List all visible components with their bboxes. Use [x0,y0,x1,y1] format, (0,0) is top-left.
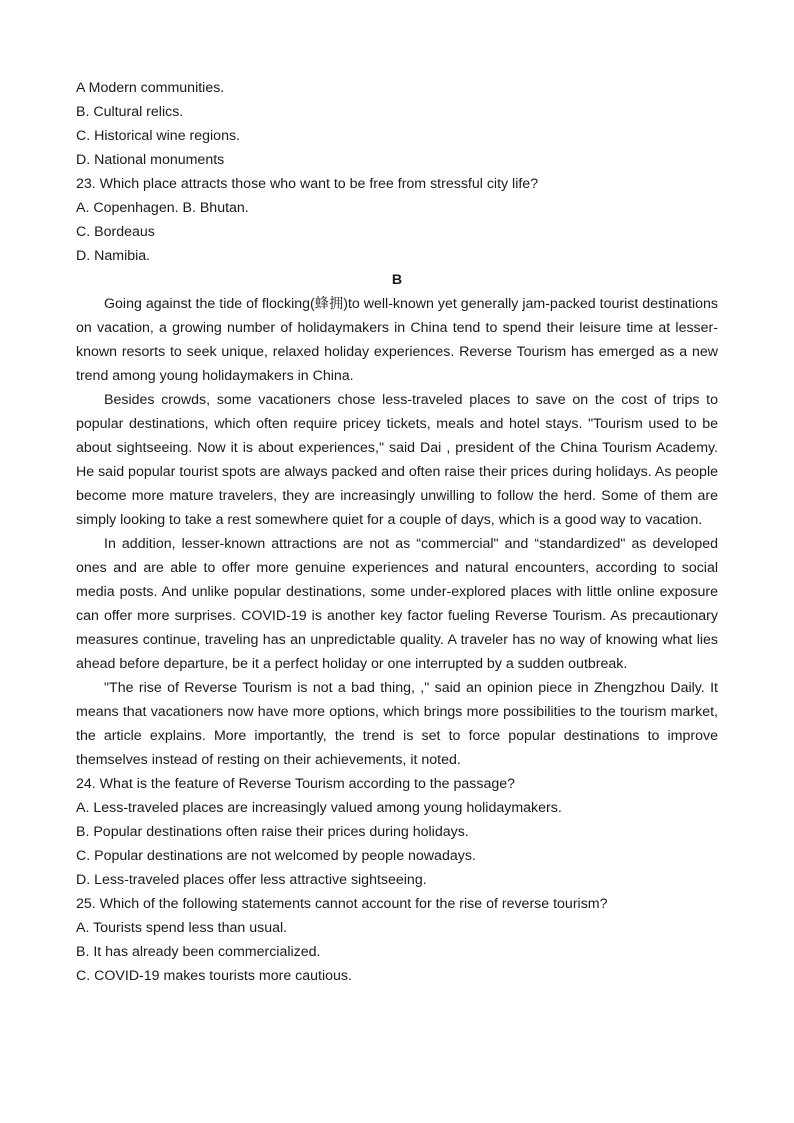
passage-paragraph-3: In addition, lesser-known attractions are not as “commercial" and “standardized" as developed ones and are able to offer more genuine experiences and natural encounters, according to social media posts. And unlike popular destinations, some under-explored places with little online exposure can offer more surprises. COVID-19 is another key factor fueling Reverse Tourism. As precautionary measures continue, traveling has an unpredictable quality. A traveler has no way of knowing what lies ahead before departure, be it a perfect holiday or one interrupted by a sudden outbreak. [76,536,718,672]
q23-option-ab: A. Copenhagen. B. Bhutan. [76,200,249,216]
q24-option-b: B. Popular destinations often raise their prices during holidays. [76,824,469,840]
q25-question: 25. Which of the following statements cannot account for the rise of reverse tourism? [76,896,608,912]
q25-option-b: B. It has already been commercialized. [76,944,321,960]
q24-option-c: C. Popular destinations are not welcomed by people nowadays. [76,848,476,864]
q24-option-d: D. Less-traveled places offer less attractive sightseeing. [76,872,427,888]
q23-option-d: D. Namibia. [76,248,151,264]
q22-option-a: A Modern communities. [76,80,225,96]
q22-option-d: D. National monuments [76,152,225,168]
q23-option-c: C. Bordeaus [76,224,155,240]
passage-paragraph-1: Going against the tide of flocking(蜂拥)to well-known yet generally jam-packed tourist destinations on vacation, a growing number of holidaymakers in China tend to spend their leisure time at lesser-known resorts to seek unique, relaxed holiday experiences. Reverse Tourism has emerged as a new trend among young holidaymakers in China. [76,296,718,384]
exam-page [76,76,718,988]
q22-option-b: B. Cultural relics. [76,104,184,120]
q24-question: 24. What is the feature of Reverse Tourism according to the passage? [76,776,516,792]
passage-paragraph-2: Besides crowds, some vacationers chose less-traveled places to save on the cost of trips to popular destinations, which often require pricey tickets, meals and hotel stays. "Tourism used to be about sightseeing. Now it is about experiences," said Dai , president of the China Tourism Academy. He said popular tourist spots are always packed and often raise their prices during holidays. As people become more mature travelers, they are increasingly unwilling to follow the herd. Some of them are simply looking to take a rest somewhere quiet for a couple of days, which is a good way to vacation. [76,392,718,528]
q24-option-a: A. Less-traveled places are increasingly valued among young holidaymakers. [76,800,562,816]
section-b-title: B [391,272,403,288]
q22-option-c: C. Historical wine regions. [76,128,241,144]
q25-option-a: A. Tourists spend less than usual. [76,920,288,936]
q23-question: 23. Which place attracts those who want to be free from stressful city life? [76,176,539,192]
q25-option-c: C. COVID-19 makes tourists more cautious. [76,968,352,984]
passage-paragraph-4: "The rise of Reverse Tourism is not a bad thing, ," said an opinion piece in Zhengzhou Daily. It means that vacationers now have more options, which brings more possibilities to the tourism market, the article explains. More importantly, the trend is set to force popular destinations to improve themselves instead of resting on their achievements, it noted. [76,680,718,768]
